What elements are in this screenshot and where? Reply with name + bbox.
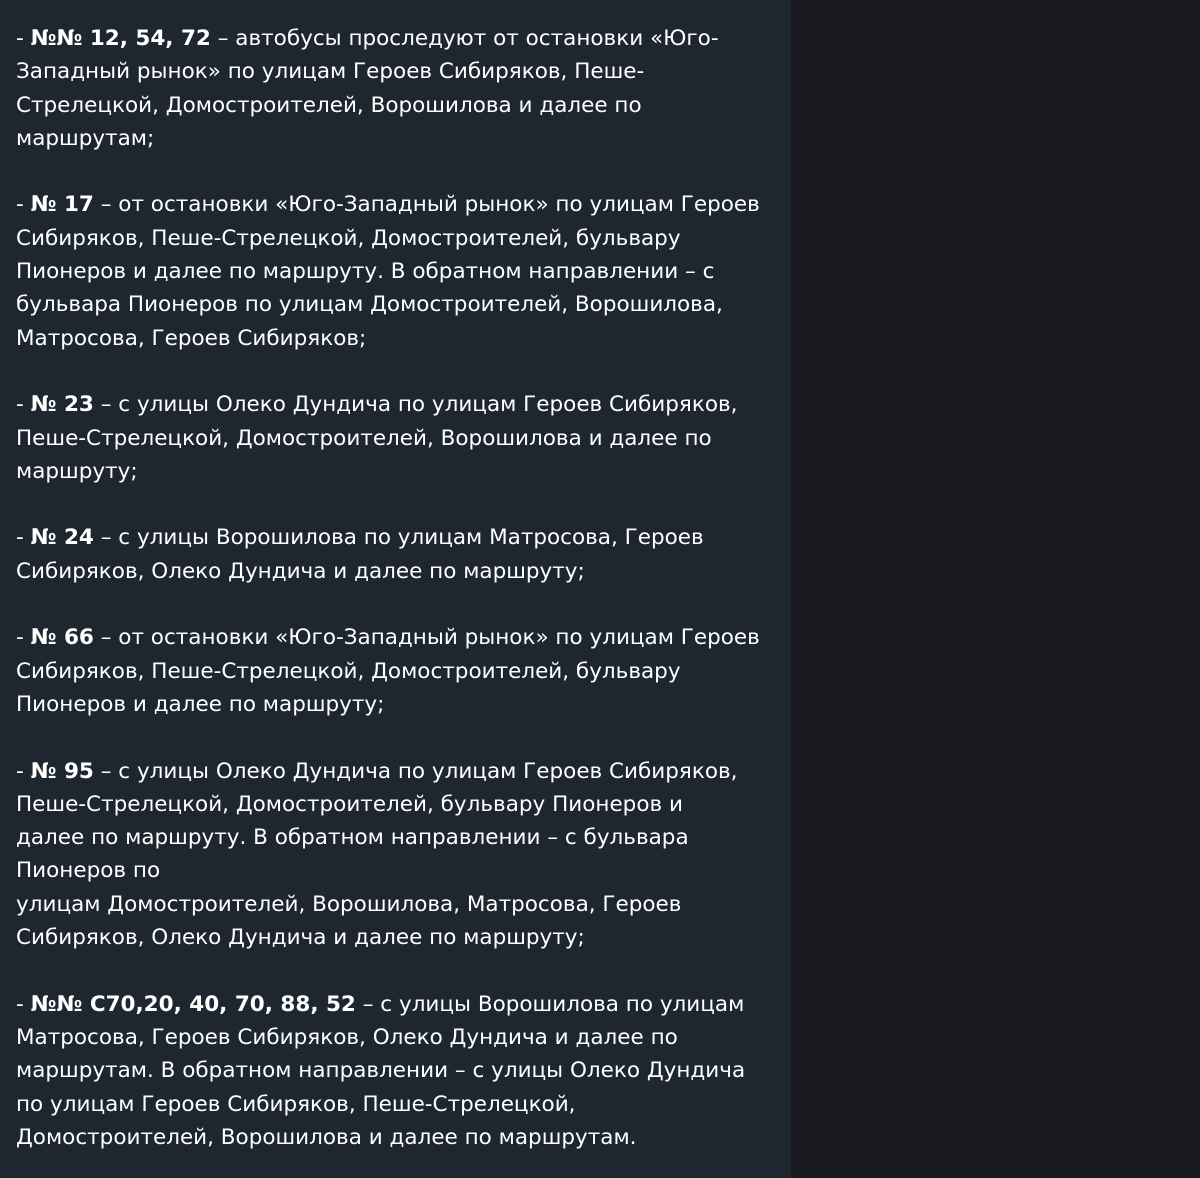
route-number: № 23 (30, 392, 94, 418)
route-line (16, 854, 775, 887)
empty-side-panel (791, 0, 1200, 1178)
route-prefix: - (16, 26, 31, 51)
route-line (16, 521, 775, 554)
route-text: Стрелецкой, Домостроителей, Ворошилова и далее по (16, 92, 642, 118)
route-item (16, 988, 775, 1154)
route-line (16, 655, 775, 688)
route-text: маршруту; (16, 458, 138, 484)
route-text: – с улицы Ворошилова по улицам (355, 991, 745, 1017)
route-text: Сибиряков, Пеше-Стрелецкой, Домостроителей, бульвару (16, 225, 681, 251)
route-text: – с улицы Олеко Дундича по улицам Героев Сибиряков, (93, 392, 738, 418)
route-text: Сибиряков, Олеко Дундича и далее по маршруту; (16, 558, 585, 584)
route-text: Матросова, Героев Сибиряков; (16, 325, 367, 351)
route-number: №№ С70,20, 40, 70, 88, 52 (30, 991, 356, 1017)
route-number: № 66 (30, 625, 94, 651)
route-line (16, 22, 775, 55)
route-number: № 17 (30, 192, 94, 218)
route-line (16, 388, 775, 421)
route-item (16, 755, 775, 955)
route-number: № 24 (30, 525, 94, 551)
route-text: Матросова, Героев Сибиряков, Олеко Дундича и далее по (16, 1024, 678, 1050)
route-item (16, 521, 775, 588)
route-line (16, 755, 775, 788)
route-text: Пионеров по (16, 858, 161, 884)
route-text: – от остановки «Юго-Западный рынок» по улицам Героев (93, 625, 760, 651)
route-number: №№ 12, 54, 72 (30, 26, 211, 51)
route-text: – автобусы проследуют от остановки «Юго- (210, 26, 719, 51)
route-prefix: - (16, 525, 31, 551)
route-text: маршрутам; (16, 125, 155, 151)
route-line (16, 921, 775, 954)
route-text: Пеше-Стрелецкой, Домостроителей, бульвару Пионеров и (16, 791, 683, 817)
route-line (16, 988, 775, 1021)
route-text: бульвара Пионеров по улицам Домостроителей, Ворошилова, (16, 292, 723, 318)
route-line (16, 821, 775, 854)
route-text: Пионеров и далее по маршруту; (16, 691, 385, 717)
route-line (16, 122, 775, 155)
route-text: по улицам Героев Сибиряков, Пеше-Стрелецкой, (16, 1091, 576, 1117)
route-item (16, 188, 775, 354)
route-text: – с улицы Ворошилова по улицам Матросова, Героев (93, 525, 704, 551)
route-text: Сибиряков, Пеше-Стрелецкой, Домостроителей, бульвару (16, 658, 681, 684)
route-item (16, 22, 775, 155)
route-line (16, 1121, 775, 1154)
route-prefix: - (16, 392, 31, 418)
route-prefix: - (16, 758, 31, 784)
message-text (16, 22, 775, 1154)
route-line (16, 222, 775, 255)
route-prefix: - (16, 991, 31, 1017)
route-line (16, 788, 775, 821)
route-text: Сибиряков, Олеко Дундича и далее по маршруту; (16, 925, 585, 951)
route-item (16, 388, 775, 488)
route-text: – с улицы Олеко Дундича по улицам Героев Сибиряков, (93, 758, 738, 784)
route-line (16, 422, 775, 455)
route-line (16, 555, 775, 588)
route-line (16, 55, 775, 88)
route-line (16, 888, 775, 921)
route-text: улицам Домостроителей, Ворошилова, Матросова, Героев (16, 891, 682, 917)
route-text: Западный рынок» по улицам Героев Сибиряков, Пеше- (16, 59, 645, 85)
route-text: далее по маршруту. В обратном направлении – с бульвара (16, 825, 689, 851)
route-text: Домостроителей, Ворошилова и далее по маршрутам. (16, 1124, 637, 1150)
route-line (16, 89, 775, 122)
route-line (16, 688, 775, 721)
route-line (16, 455, 775, 488)
route-text: Пеше-Стрелецкой, Домостроителей, Ворошилова и далее по (16, 425, 712, 451)
route-line (16, 1054, 775, 1087)
route-text: – от остановки «Юго-Западный рынок» по улицам Героев (93, 192, 760, 218)
route-number: № 95 (30, 758, 94, 784)
route-line (16, 255, 775, 288)
route-line (16, 1088, 775, 1121)
route-item (16, 621, 775, 721)
route-text: Пионеров и далее по маршруту. В обратном направлении – с (16, 259, 715, 285)
route-line (16, 621, 775, 654)
route-line (16, 288, 775, 321)
route-prefix: - (16, 192, 31, 218)
route-line (16, 188, 775, 221)
route-line (16, 322, 775, 355)
route-line (16, 1021, 775, 1054)
route-text: маршрутам. В обратном направлении – с улицы Олеко Дундича (16, 1058, 746, 1084)
route-prefix: - (16, 625, 31, 651)
